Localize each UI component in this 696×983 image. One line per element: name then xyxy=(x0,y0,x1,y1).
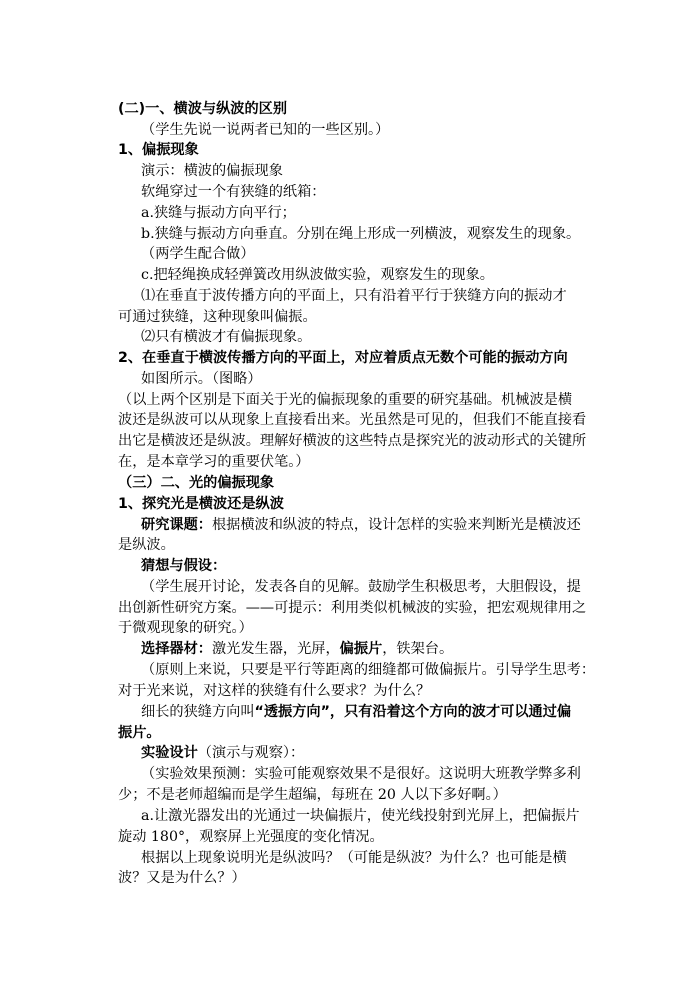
paragraph-line: 在，是本章学习的重要伏笔。） xyxy=(118,454,310,470)
section-heading-2-1: (二)一、横波与纵波的区别 xyxy=(118,101,288,117)
paragraph-line: ⑵只有横波才有偏振现象。 xyxy=(141,329,312,345)
paragraph-line: 根据以上现象说明光是纵波吗？（可能是纵波？为什么？也可能是横 xyxy=(141,850,567,866)
list-item-a: a.让激光器发出的光通过一块偏振片，使光线投射到光屏上，把偏振片 xyxy=(141,808,580,824)
list-item-c: c.把轻绳换成轻弹簧改用纵波做实验，观察发生的现象。 xyxy=(141,267,494,283)
paragraph-line: 如图所示。（图略） xyxy=(141,371,262,387)
paragraph-line: 出它是横波还是纵波。理解好横波的这些特点是探究光的波动形式的关键所 xyxy=(118,433,587,449)
paragraph-line: （实验效果预测：实验可能观察效果不是很好。这说明大班教学弊多利 xyxy=(141,766,581,782)
paragraph-line: （以上两个区别是下面关于光的偏振现象的重要的研究基础。机械波是横 xyxy=(118,392,573,408)
equipment-label: 选择器材： xyxy=(141,641,212,657)
research-topic-text: 根据横波和纵波的特点，设计怎样的实验来判断光是横波还 xyxy=(211,517,581,533)
paragraph-line: ⑴在垂直于波传播方向的平面上，只有沿着平行于狭缝方向的振动才 xyxy=(141,288,567,304)
experiment-design-label: 实验设计 xyxy=(141,745,198,761)
paragraph-line: （原则上来说，只要是平行等距离的细缝都可做偏振片。引导学生思考： xyxy=(141,662,596,678)
equipment-text: 激光发生器，光屏， xyxy=(211,641,340,657)
paragraph-line: 演示：横波的偏振现象 xyxy=(141,163,283,179)
paragraph-line: （学生展开讨论，发表各自的见解。鼓励学生积极思考，大胆假设，提 xyxy=(141,579,581,595)
paragraph-line: 旋动 180°，观察屏上光强度的变化情况。 xyxy=(118,829,384,845)
paragraph-line: 可通过狭缝，这种现象叫偏振。 xyxy=(118,309,317,325)
paragraph-line: 是纵波。 xyxy=(118,537,175,553)
list-item-b: b.狭缝与振动方向垂直。分别在绳上形成一列横波，观察发生的现象。 xyxy=(141,226,581,242)
experiment-design-text: （演示与观察）： xyxy=(197,745,305,761)
subheading-explore-light: 1、探究光是横波还是纵波 xyxy=(118,496,284,512)
paragraph-line: 出创新性研究方案。——可提示：利用类似机械波的实验，把宏观规律用之 xyxy=(118,600,587,616)
equipment-polarizer: 偏振片 xyxy=(339,641,383,657)
section-heading-3-2: （三）二、光的偏振现象 xyxy=(118,475,275,491)
paragraph-line: （两学生配合做） xyxy=(141,246,255,262)
equipment-text-end: ，铁架台。 xyxy=(382,641,454,657)
paragraph-line: 于微观现象的研究。） xyxy=(118,620,253,636)
paragraph-line: 对于光来说，对这样的狭缝有什么要求？为什么？ xyxy=(118,683,431,699)
hypothesis-label: 猜想与假设： xyxy=(141,558,227,574)
subheading-polarization: 1、偏振现象 xyxy=(118,142,199,158)
equipment-line xyxy=(141,639,453,659)
experiment-design-line xyxy=(141,743,304,763)
list-item-a: a.狭缝与振动方向平行； xyxy=(141,205,296,221)
research-topic-line xyxy=(141,515,581,535)
transmission-direction-line xyxy=(141,702,571,722)
paragraph-line: 少；不是老师超编而是学生超编，每班在 20 人以下多好啊。） xyxy=(118,787,507,803)
transmission-text: 细长的狭缝方向叫 xyxy=(141,704,255,720)
paragraph-line: 波？又是为什么？） xyxy=(118,870,246,886)
transmission-bold: “透振方向”，只有沿着这个方向的波才可以通过偏 xyxy=(254,704,572,720)
paragraph-line: 振片。 xyxy=(118,725,161,741)
paragraph-line: 软绳穿过一个有狭缝的纸箱： xyxy=(141,184,326,200)
research-topic-label: 研究课题： xyxy=(141,517,212,533)
paragraph-line: 波还是纵波可以从现象上直接看出来。光虽然是可见的，但我们不能直接看 xyxy=(118,412,587,428)
paragraph-line: （学生先说一说两者已知的一些区别。） xyxy=(141,122,390,138)
subheading-vibration-direction: 2、在垂直于横波传播方向的平面上，对应着质点无数个可能的振动方向 xyxy=(118,350,568,366)
